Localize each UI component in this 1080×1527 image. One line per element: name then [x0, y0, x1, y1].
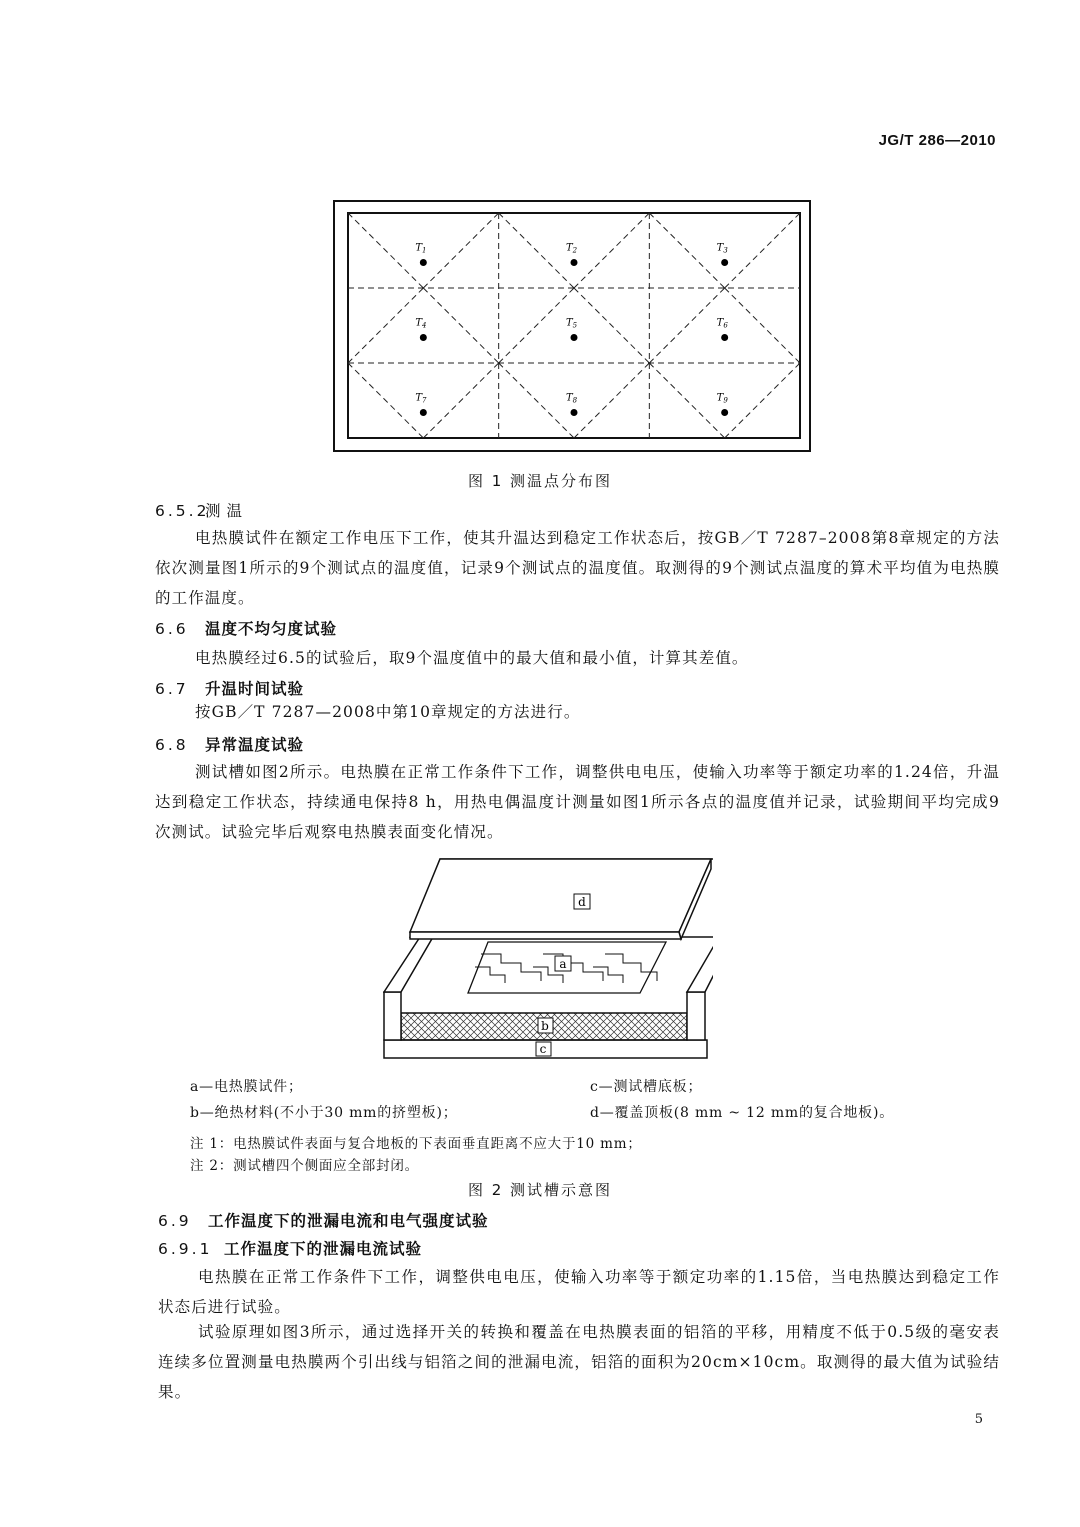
legend-a: a—电热膜试件；: [190, 1079, 303, 1095]
temperature-point-4: [420, 334, 427, 341]
heading-6-9: 6.9 工作温度下的泄漏电流和电气强度试验: [158, 1212, 489, 1230]
temperature-point-label-3: $T_3$: [716, 242, 728, 255]
note-2: 注 2：测试槽四个侧面应全部封闭。: [190, 1158, 419, 1174]
label-a: a: [559, 957, 567, 971]
paragraph-6-5-2: 电热膜试件在额定工作电压下工作，使其升温达到稳定工作状态后，按GB／T 7287–2008第8章规定的方法依次测量图1所示的9个测试点的温度值，记录9个测试点的温度值。取测得的9个测试点温度的算术平均值为电热膜的工作温度。: [155, 529, 1000, 607]
figure-2-caption: 图 2 测试槽示意图: [467, 1181, 613, 1199]
heading-6-6: 6.6 温度不均匀度试验: [155, 620, 338, 638]
heading-6-8: 6.8 异常温度试验: [155, 736, 305, 754]
paragraph-6-9-1-b: 试验原理如图3所示，通过选择开关的转换和覆盖在电热膜表面的铝箔的平移，用精度不低于0.5级的毫安表连续多位置测量电热膜两个引出线与铝箔之间的泄漏电流，铝箔的面积为20cm×10cm。取测得的最大值为试验结果。: [158, 1323, 1000, 1401]
label-c: c: [539, 1042, 547, 1056]
temperature-point-label-4: $T_4$: [415, 317, 427, 330]
figure-1-caption: 图 1 测温点分布图: [467, 472, 613, 490]
temperature-point-2: [571, 259, 578, 266]
temperature-point-label-7: $T_7$: [415, 392, 427, 405]
figure-1-temperature-points: [333, 200, 813, 455]
figure-2-test-tank: [383, 857, 713, 1067]
temperature-point-label-5: $T_5$: [566, 317, 578, 330]
temperature-point-5: [571, 334, 578, 341]
temperature-point-label-8: $T_8$: [566, 392, 578, 405]
heading-6-5-2: 6.5.2测温: [155, 502, 249, 520]
page-number: 5: [974, 1412, 983, 1427]
legend-d: d—覆盖顶板(8 mm ~ 12 mm的复合地板)。: [590, 1105, 895, 1121]
temperature-point-label-1: $T_1$: [415, 242, 427, 255]
legend-b: b—绝热材料(不小于30 mm的挤塑板)；: [190, 1105, 458, 1121]
paragraph-6-7: 按GB／T 7287—2008中第10章规定的方法进行。: [195, 703, 581, 721]
legend-c: c—测试槽底板；: [590, 1079, 703, 1095]
paragraph-6-9-1-a: 电热膜在正常工作条件下工作，调整供电电压，使输入功率等于额定功率的1.15倍，当电热膜达到稳定工作状态后进行试验。: [158, 1268, 1000, 1316]
temperature-point-7: [420, 409, 427, 416]
temperature-point-label-2: $T_2$: [566, 242, 578, 255]
paragraph-6-6: 电热膜经过6.5的试验后，取9个温度值中的最大值和最小值，计算其差值。: [195, 649, 749, 667]
note-1: 注 1：电热膜试件表面与复合地板的下表面垂直距离不应大于10 mm；: [190, 1136, 642, 1152]
temperature-point-9: [721, 409, 728, 416]
temperature-point-label-9: $T_9$: [716, 392, 728, 405]
temperature-point-6: [721, 334, 728, 341]
label-b: b: [541, 1019, 549, 1033]
paragraph-6-8: 测试槽如图2所示。电热膜在正常工作条件下工作，调整供电电压，使输入功率等于额定功率的1.24倍，升温达到稳定工作状态，持续通电保持8 h，用热电偶温度计测量如图1所示各点的温度值并记录，试验期间平均完成9次测试。试验完毕后观察电热膜表面变化情况。: [155, 763, 1000, 841]
standard-number: JG/T 286—2010: [878, 132, 996, 149]
heading-6-9-1: 6.9.1 工作温度下的泄漏电流试验: [158, 1240, 423, 1258]
heading-6-7: 6.7 升温时间试验: [155, 680, 305, 698]
label-d: d: [578, 895, 586, 909]
temperature-point-8: [571, 409, 578, 416]
temperature-point-1: [420, 259, 427, 266]
temperature-point-label-6: $T_6$: [716, 317, 728, 330]
temperature-point-3: [721, 259, 728, 266]
